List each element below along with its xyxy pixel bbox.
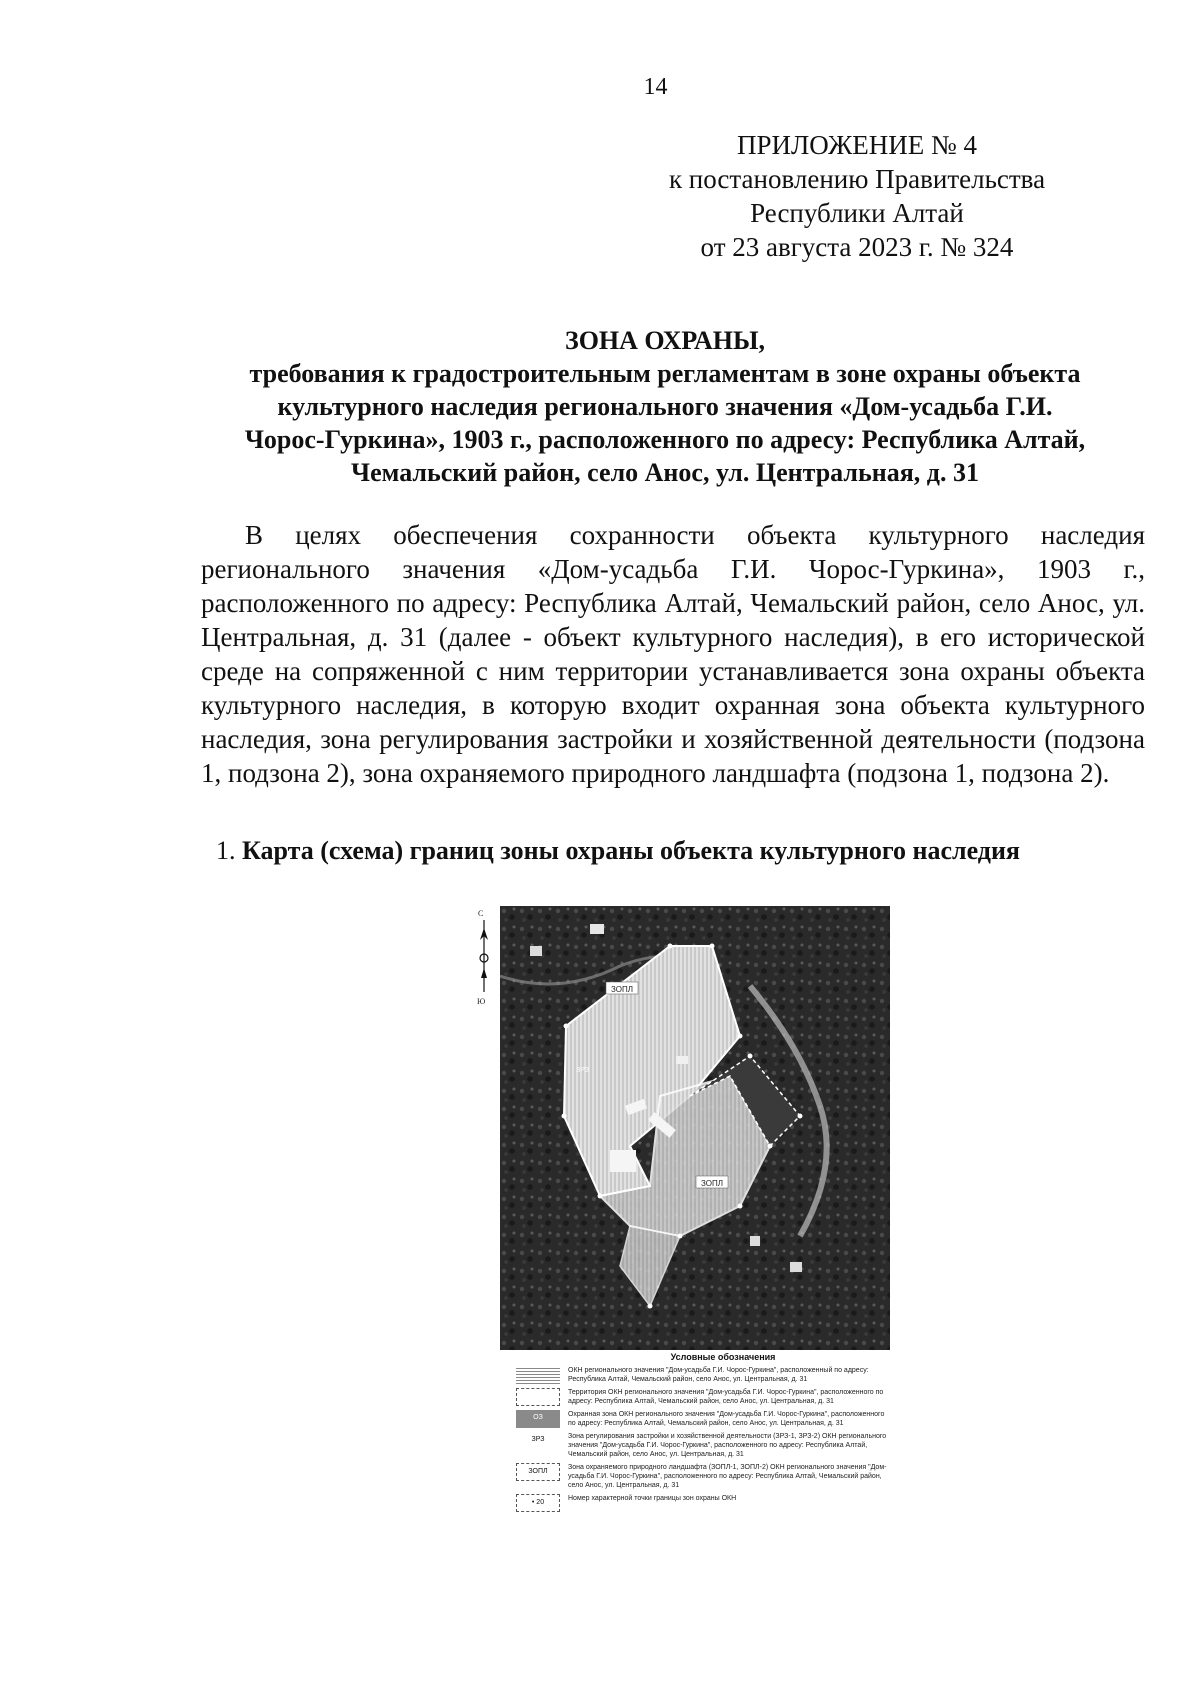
legend-swatch <box>516 1388 560 1406</box>
title-line-3: культурного наследия регионального значения «Дом-усадьба Г.И. <box>277 392 1053 421</box>
appendix-decree: к постановлению Правительства <box>668 164 1046 194</box>
legend-text: Зона охраняемого природного ландшафта (ЗОПЛ-1, ЗОПЛ-2) ОКН регионального значения "Дом-усадьба Г.И. Чорос-Гуркина", расположенного по адресу: Республика Алтай, Чемальский район, село Анос, ул. Центральная, д. 31 <box>568 1464 887 1489</box>
title-line-2: требования к градостроительным регламентам в зоне охраны объекта <box>249 359 1081 388</box>
section-heading <box>216 836 1136 866</box>
legend-text: Территория ОКН регионального значения "Дом-усадьба Г.И. Чорос-Гуркина", расположенного по адресу: Республика Алтай, Чемальский район, село Анос, ул. Центральная, д. 31 <box>568 1389 884 1405</box>
zone-map <box>500 906 890 1350</box>
page-number: 14 <box>643 74 668 100</box>
appendix-date: от 23 августа 2023 г. № 324 <box>700 232 1014 262</box>
legend-text: Охранная зона ОКН регионального значения "Дом-усадьба Г.И. Чорос-Гуркина", расположенного по адресу: Республика Алтай, Чемальский район, село Анос, ул. Центральная, д. 31 <box>568 1411 885 1427</box>
zone-label-zopl2: ЗОПЛ <box>701 1179 723 1188</box>
legend-swatch <box>516 1366 560 1384</box>
appendix-number: ПРИЛОЖЕНИЕ № 4 <box>736 130 978 160</box>
title-line-5: Чемальский район, село Анос, ул. Центральная, д. 31 <box>351 458 979 487</box>
section-title: Карта (схема) границ зоны охраны объекта культурного наследия <box>235 836 1020 865</box>
paragraph-text: В целях обеспечения сохранности объекта культурного наследия регионального значения «Дом-усадьба Г.И. Чорос-Гуркина», 1903 г., расположенного по адресу: Республика Алтай, Чемальский район, село Анос, ул. Центральная, д. 31 (далее - объект культурного наследия), в его исторической среде на сопряженной с ним территории устанавливается зона охраны объекта культурного наследия, в которую входит охранная зона объекта культурного наследия, зона регулирования застройки и хозяйственной деятельности (подзона 1, подзона 2), зона охраняемого природного ландшафта (подзона 1, подзона 2). <box>201 520 1145 788</box>
document-title <box>190 324 1140 489</box>
legend-swatch: ЗРЗ <box>531 1436 545 1443</box>
legend-text: Зона регулирования застройки и хозяйственной деятельности (ЗРЗ-1, ЗРЗ-2) ОКН регионального значения "Дом-усадьба Г.И. Чорос-Гуркина", расположенного по адресу: Республика Алтай, Чемальский район, село Анос, ул. Центральная, д. 31 <box>568 1433 887 1458</box>
legend-swatch: • 20 <box>516 1494 560 1512</box>
legend-item <box>516 1432 890 1459</box>
appendix-region: Республики Алтай <box>750 198 964 228</box>
building <box>610 1150 636 1172</box>
legend-item <box>516 1410 890 1428</box>
legend-item <box>516 1366 890 1384</box>
title-line-4: Чорос-Гуркина», 1903 г., расположенного по адресу: Республика Алтай, <box>244 425 1086 454</box>
north-arrow-icon <box>474 906 498 1006</box>
body-paragraph <box>201 518 1145 790</box>
building <box>590 924 604 934</box>
legend-title: Условные обозначения <box>670 1352 776 1362</box>
svg-text:Ю: Ю <box>477 997 486 1006</box>
legend-swatch: ЗОПЛ <box>516 1463 560 1481</box>
legend-item <box>516 1463 890 1490</box>
building <box>676 1056 688 1064</box>
building <box>790 1262 802 1272</box>
map-legend <box>516 1352 890 1542</box>
legend-item <box>516 1388 890 1406</box>
building <box>530 946 542 956</box>
building <box>750 1236 760 1246</box>
legend-text: ОКН регионального значения "Дом-усадьба Г.И. Чорос-Гуркина", расположенный по адресу: Республика Алтай, Чемальский район, село Анос, ул. Центральная, д. 31 <box>568 1367 869 1383</box>
zone-label-zopl1: ЗОПЛ <box>611 985 633 994</box>
svg-text:С: С <box>478 909 484 918</box>
section-number: 1. <box>216 836 236 865</box>
legend-item <box>516 1494 890 1512</box>
title-line-1: ЗОНА ОХРАНЫ, <box>564 326 765 355</box>
legend-swatch: ОЗ <box>516 1410 560 1428</box>
zone-label-zrz: ЗРЗ <box>576 1067 589 1074</box>
appendix-block <box>642 128 1072 264</box>
legend-text: Номер характерной точки границы зон охраны ОКН <box>568 1495 737 1502</box>
